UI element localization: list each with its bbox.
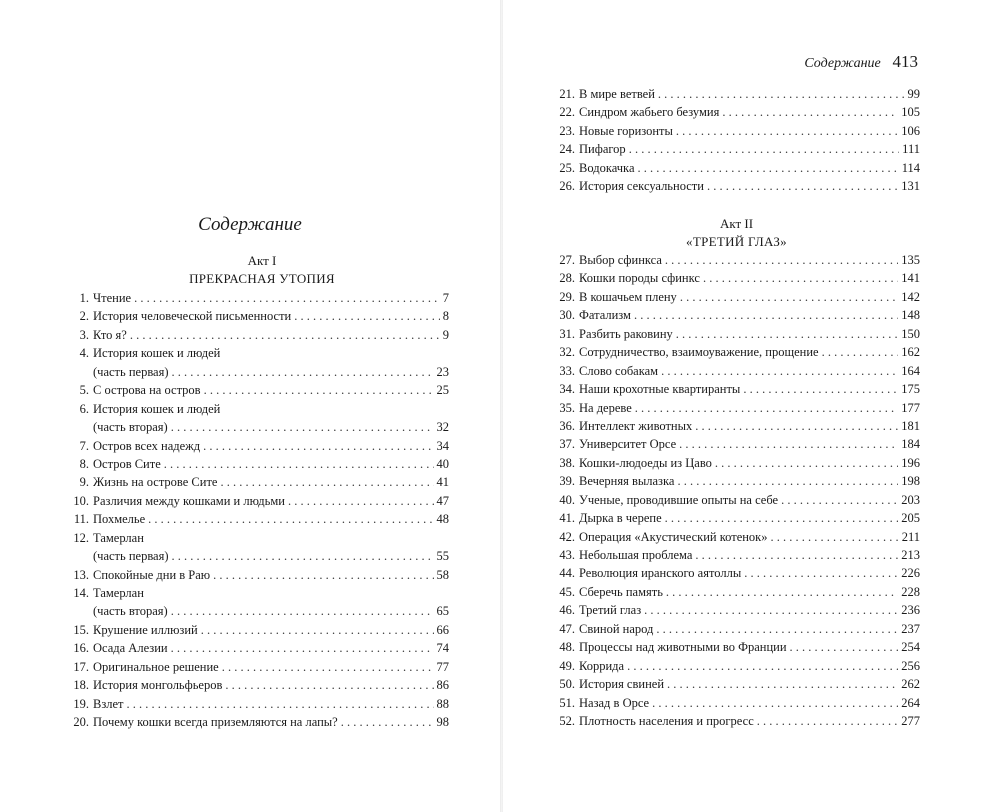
entry-number: 12. [73,530,89,545]
toc-entry [553,399,920,417]
toc-entry [553,657,920,675]
entry-title: Взлет [93,696,124,711]
entry-page-number: 8 [442,309,449,324]
dot-leader [204,381,434,399]
toc-entry [553,546,920,564]
toc-entry [553,509,920,527]
entry-title: Кто я? [93,327,127,342]
entry-title: С острова на остров [93,383,201,398]
act-label: Акт II [719,216,754,231]
act-2-heading [553,215,920,251]
dot-leader [665,251,898,269]
toc-entry [553,85,920,103]
entry-number: 9. [79,475,89,490]
entry-number: 41. [559,511,575,526]
dot-leader [680,288,898,306]
dot-leader [222,658,434,676]
entry-number: 52. [559,713,575,728]
entry-page-number: 277 [901,713,920,728]
dot-leader [172,363,434,381]
entry-title: Осада Алезии [93,641,168,656]
entry-page-number: 135 [901,253,920,267]
entry-title: Кошки породы сфинкс [579,271,700,286]
toc-list-right-top [553,85,920,196]
entry-page-number: 205 [901,511,920,526]
entry-title: История кошек и людей [93,346,221,361]
dot-leader [695,417,898,435]
entry-page-number: 141 [901,271,920,286]
entry-number: 24. [559,142,575,157]
dot-leader [203,437,433,455]
entry-page-number: 74 [436,641,449,656]
dot-leader [171,602,434,620]
entry-title: Ученые, проводившие опыты на себе [579,492,779,507]
dot-leader [679,435,898,453]
toc-entry [67,621,449,639]
entry-number: 46. [559,603,575,618]
entry-title: Свиной народ [579,621,654,636]
toc-entry [67,529,449,547]
toc-entry [553,343,920,361]
entry-number: 48. [559,640,575,655]
dot-leader [164,455,434,473]
toc-entry [553,454,920,472]
entry-number: 8. [79,456,89,471]
dot-leader [656,620,898,638]
entry-page-number: 9 [442,327,449,342]
entry-title: Спокойные дни в Раю [93,567,211,582]
entry-page-number: 211 [901,529,920,544]
toc-entry [67,363,449,381]
entry-page-number: 148 [901,308,920,323]
toc-entry [67,381,449,399]
toc-entry [67,695,449,713]
entry-page-number: 264 [901,695,920,710]
entry-title: Кошки-людоеды из Цаво [579,455,712,470]
entry-number: 17. [73,659,89,674]
entry-page-number: 131 [901,179,920,194]
toc-entry [67,492,449,510]
entry-title: (часть первая) [93,549,169,564]
entry-title: Третий глаз [579,603,642,618]
entry-title: Почему кошки всегда приземляются на лапы? [93,715,338,730]
entry-page-number: 262 [901,677,920,692]
entry-number: 28. [559,271,575,286]
entry-title: Сотрудничество, взаимоуважение, прощение [579,345,819,360]
entry-number: 32. [559,345,575,360]
toc-entry [67,584,449,602]
dot-leader [667,675,898,693]
entry-title: Чтение [93,291,132,305]
entry-page-number: 162 [901,345,920,360]
entry-number: 27. [559,253,575,267]
entry-number: 47. [559,621,575,636]
toc-entry [67,658,449,676]
entry-title: Коррида [579,658,625,673]
toc-entry [553,159,920,177]
entry-title: Разбить раковину [579,326,673,341]
entry-number: 16. [73,641,89,656]
entry-page-number: 175 [901,382,920,397]
toc-entry [553,103,920,121]
running-head [804,52,918,72]
entry-number: 5. [79,383,89,398]
act-label: Акт I [247,253,277,268]
toc-entry [67,344,449,362]
toc-entry [553,620,920,638]
entry-title: В кошачьем плену [579,289,677,304]
dot-leader [171,639,434,657]
toc-entry [553,601,920,619]
entry-page-number: 66 [436,622,449,637]
act-name: ПРЕКРАСНАЯ УТОПИЯ [189,271,335,286]
dot-leader [781,491,898,509]
dot-leader [341,713,434,731]
dot-leader [771,528,899,546]
dot-leader [629,140,899,158]
entry-page-number: 213 [901,548,920,562]
toc-entry [67,602,449,620]
toc-entry [553,380,920,398]
entry-title: Пифагор [579,142,626,157]
toc-entry [553,712,920,730]
entry-title: История монгольфьеров [93,678,223,693]
entry-page-number: 105 [901,105,920,120]
dot-leader [134,289,440,307]
dot-leader [652,694,898,712]
toc-entry [553,638,920,656]
entry-number: 43. [559,548,575,562]
entry-title: История сексуальности [579,179,704,194]
entry-number: 29. [559,289,575,304]
entry-title: На дереве [579,400,632,415]
entry-title: В мире ветвей [579,87,655,101]
running-head-title: Содержание [804,56,881,71]
toc-entry [553,177,920,195]
dot-leader [676,122,898,140]
dot-leader [635,399,898,417]
entry-page-number: 98 [436,715,449,730]
entry-title: Назад в Орсе [579,695,650,710]
dot-leader [220,473,433,491]
entry-title: Выбор сфинкса [579,253,662,267]
entry-number: 22. [559,105,575,120]
entry-number: 37. [559,437,575,452]
entry-number: 15. [73,622,89,637]
toc-entry [67,676,449,694]
entry-number: 19. [73,696,89,711]
dot-leader [627,657,898,675]
entry-title: Процессы над животными во Франции [579,640,787,655]
entry-page-number: 228 [901,584,920,599]
entry-title: Крушение иллюзий [93,622,198,637]
toc-entry [553,491,920,509]
dot-leader [171,418,434,436]
toc-entry [67,473,449,491]
dot-leader [148,510,433,528]
dot-leader [757,712,898,730]
entry-number: 45. [559,584,575,599]
entry-page-number: 184 [901,437,920,452]
dot-leader [213,566,433,584]
entry-page-number: 111 [902,142,920,157]
toc-list-left [67,289,449,732]
toc-entry [67,566,449,584]
dot-leader [201,621,434,639]
entry-title: (часть вторая) [93,604,168,619]
entry-page-number: 25 [436,383,449,398]
entry-number: 26. [559,179,575,194]
entry-number: 34. [559,382,575,397]
entry-page-number: 226 [901,566,920,581]
entry-title: История кошек и людей [93,401,221,416]
entry-number: 30. [559,308,575,323]
toc-entry [553,564,920,582]
act-name: «ТРЕТИЙ ГЛАЗ» [686,234,787,249]
entry-title: История человеческой письменности [93,309,292,324]
entry-page-number: 88 [436,696,449,711]
entry-title: Небольшая проблема [579,548,693,562]
entry-page-number: 196 [901,455,920,470]
entry-page-number: 203 [901,492,920,507]
entry-page-number: 198 [901,474,920,489]
toc-entry [67,418,449,436]
act-1-heading [82,252,442,288]
entry-title: Революция иранского аятоллы [579,566,742,581]
entry-title: Остров Сите [93,456,161,471]
entry-title: (часть первая) [93,364,169,379]
entry-number: 6. [79,401,89,416]
toc-entry [553,140,920,158]
toc-entry [553,675,920,693]
entry-page-number: 142 [901,289,920,304]
entry-number: 20. [73,715,89,730]
toc-entry [67,713,449,731]
entry-page-number: 7 [442,291,449,305]
entry-number: 23. [559,123,575,138]
toc-entry [553,325,920,343]
toc-entry [553,306,920,324]
entry-number: 50. [559,677,575,692]
toc-entry [67,437,449,455]
entry-number: 33. [559,363,575,378]
entry-page-number: 114 [901,160,920,175]
entry-page-number: 23 [436,364,449,379]
entry-page-number: 254 [901,640,920,655]
entry-title: История свиней [579,677,665,692]
entry-title: Наши крохотные квартиранты [579,382,741,397]
entry-page-number: 48 [436,512,449,527]
entry-title: (часть вторая) [93,420,168,435]
entry-page-number: 58 [436,567,449,582]
entry-number: 18. [73,678,89,693]
entry-title: Новые горизонты [579,123,673,138]
entry-page-number: 86 [436,678,449,693]
entry-title: Тамерлан [93,530,144,545]
entry-title: Вечерняя вылазка [579,474,675,489]
toc-entry [553,472,920,490]
entry-page-number: 32 [436,420,449,435]
entry-title: Интеллект животных [579,418,693,433]
toc-entry [67,400,449,418]
dot-leader [743,380,898,398]
entry-title: Дырка в черепе [579,511,662,526]
toc-entry [67,547,449,565]
toc-entry [553,288,920,306]
entry-number: 35. [559,400,575,415]
dot-leader [225,676,433,694]
toc-title: Содержание [198,214,302,235]
entry-number: 38. [559,455,575,470]
entry-page-number: 106 [901,123,920,138]
dot-leader [644,601,898,619]
toc-entry [67,326,449,344]
toc-entry [553,417,920,435]
entry-page-number: 150 [901,326,920,341]
page-number: 413 [892,52,918,71]
entry-number: 42. [559,529,575,544]
dot-leader [707,177,898,195]
toc-list-right [553,251,920,730]
toc-entry [553,362,920,380]
dot-leader [288,492,434,510]
entry-number: 51. [559,695,575,710]
entry-page-number: 47 [436,493,449,508]
entry-number: 11. [73,512,89,527]
entry-number: 44. [559,566,575,581]
entry-title: Тамерлан [93,586,144,600]
entry-page-number: 77 [436,659,449,674]
entry-page-number: 65 [436,604,449,619]
entry-number: 13. [73,567,89,582]
dot-leader [744,564,898,582]
entry-page-number: 181 [901,418,920,433]
entry-number: 40. [559,492,575,507]
toc-entry [553,583,920,601]
toc-entry [67,639,449,657]
entry-title: Сберечь память [579,584,663,599]
dot-leader [172,547,434,565]
entry-title: Университет Орсе [579,437,677,452]
entry-number: 4. [79,346,89,361]
dot-leader [676,325,898,343]
entry-number: 10. [73,493,89,508]
toc-entry [553,528,920,546]
entry-number: 21. [559,87,575,101]
entry-number: 3. [79,327,89,342]
entry-page-number: 177 [901,400,920,415]
entry-title: Слово собакам [579,363,659,378]
entry-page-number: 236 [901,603,920,618]
entry-page-number: 99 [907,87,920,101]
entry-title: Похмелье [93,512,146,527]
entry-number: 39. [559,474,575,489]
dot-leader [294,307,440,325]
entry-title: Жизнь на острове Сите [93,475,218,490]
toc-entry [553,435,920,453]
dot-leader [695,546,898,564]
entry-title: Водокачка [579,160,635,175]
toc-entry [67,307,449,325]
entry-page-number: 55 [436,549,449,564]
dot-leader [666,583,898,601]
entry-title: Плотность населения и прогресс [579,713,754,728]
dot-leader [677,472,898,490]
entry-number: 49. [559,658,575,673]
toc-entry [553,122,920,140]
dot-leader [638,159,899,177]
dot-leader [127,695,434,713]
entry-title: Оригинальное решение [93,659,219,674]
right-page [503,0,1004,812]
toc-entry [553,251,920,269]
left-page [0,0,500,812]
entry-page-number: 256 [901,658,920,673]
entry-number: 1. [79,291,89,305]
dot-leader [722,103,898,121]
entry-number: 31. [559,326,575,341]
toc-entry [67,289,449,307]
entry-page-number: 41 [436,475,449,490]
entry-number: 25. [559,160,575,175]
entry-title: Синдром жабьего безумия [579,105,720,120]
dot-leader [661,362,898,380]
dot-leader [822,343,899,361]
entry-number: 14. [73,586,89,600]
dot-leader [130,326,440,344]
entry-title: Операция «Акустический котенок» [579,529,768,544]
toc-entry [67,510,449,528]
entry-page-number: 40 [436,456,449,471]
dot-leader [790,638,899,656]
dot-leader [658,85,905,103]
dot-leader [665,509,899,527]
entry-number: 2. [79,309,89,324]
dot-leader [634,306,898,324]
entry-title: Остров всех надежд [93,438,201,453]
entry-page-number: 237 [901,621,920,636]
toc-entry [553,269,920,287]
entry-page-number: 34 [436,438,449,453]
entry-title: Различия между кошками и людьми [93,493,285,508]
toc-entry [67,455,449,473]
toc-entry [553,694,920,712]
dot-leader [715,454,898,472]
entry-number: 36. [559,418,575,433]
dot-leader [703,269,898,287]
entry-title: Фатализм [579,308,631,323]
entry-page-number: 164 [901,363,920,378]
entry-number: 7. [79,438,89,453]
